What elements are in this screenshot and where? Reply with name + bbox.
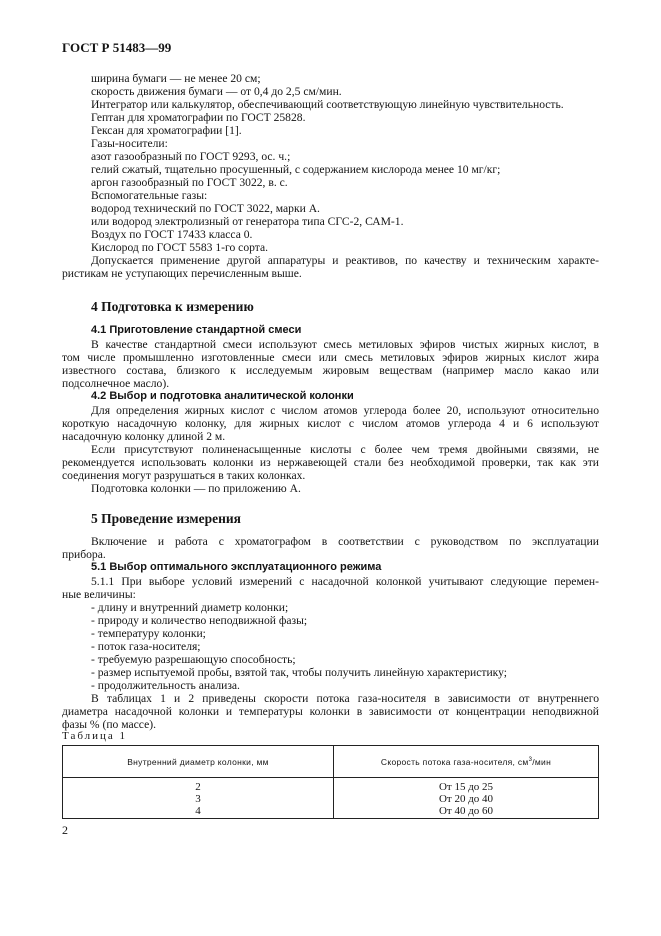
cell-value: От 20 до 40: [438, 793, 494, 805]
paragraph-line: ные величины:: [62, 588, 136, 601]
paragraph-line: 5.1.1 При выборе условий измерений с насадочной колонкой учитывают следующие перемен-: [91, 575, 599, 588]
table-1: [62, 745, 599, 819]
table-header-cell: Внутренний диаметр колонки, мм: [63, 746, 334, 778]
cell-value: 4: [195, 805, 201, 817]
intro-paragraph-line: ристикам не уступающих перечисленным выше.: [62, 267, 302, 280]
section-4-title: 4 Подготовка к измерению: [91, 299, 254, 314]
paragraph-line: Подготовка колонки — по приложению А.: [91, 482, 301, 495]
paragraph-line: короткую насадочную колонку, для жирных кислот с числом атомов углерода 4 и 6 используют: [62, 417, 599, 430]
paragraph-line: В качестве стандартной смеси используют смесь метиловых эфиров чистых жирных кислот, в: [91, 338, 599, 351]
table-cell: [334, 778, 599, 819]
document-header: ГОСТ Р 51483—99: [62, 40, 172, 55]
table-row: [63, 778, 599, 819]
list-item: - природу и количество неподвижной фазы;: [91, 614, 308, 627]
table-caption: Таблица 1: [62, 730, 128, 742]
cell-value: 3: [195, 793, 201, 805]
list-item: - продолжительность анализа.: [91, 679, 240, 692]
intro-line: Кислород по ГОСТ 5583 1-го сорта.: [91, 241, 269, 254]
intro-line: Гексан для хроматографии [1].: [91, 124, 242, 137]
cell-value: От 15 до 25: [438, 781, 494, 793]
paragraph-line: фазы % (по массе).: [62, 718, 156, 731]
table-header-cell: [334, 746, 599, 778]
list-item: - температуру колонки;: [91, 627, 206, 640]
intro-line: гелий сжатый, тщательно просушенный, с содержанием кислорода менее 10 мг/кг;: [91, 163, 501, 176]
intro-line: Воздух по ГОСТ 17433 класса 0.: [91, 228, 253, 241]
paragraph-line: соединения могут разрушаться в таких колонках.: [62, 469, 306, 482]
intro-line: Вспомогательные газы:: [91, 189, 208, 202]
paragraph-line: подсолнечное масло).: [62, 377, 170, 390]
section-4-2-title: 4.2 Выбор и подготовка аналитической колонки: [91, 390, 354, 402]
paragraph-line: Для определения жирных кислот с числом атомов углерода более 20, используют относительно: [91, 404, 599, 417]
paragraph-line: том числе промышленно изготовленные смеси или смесь метиловых эфиров жирных кислот жира: [62, 351, 599, 364]
list-item: - размер испытуемой пробы, взятой так, чтобы получить линейную характеристику;: [91, 666, 507, 679]
paragraph-line: В таблицах 1 и 2 приведены скорости потока газа-носителя в зависимости от внутреннего: [91, 692, 599, 705]
table-header-row: [63, 746, 599, 778]
paragraph-line: диаметра насадочной колонки и температуры колонки в зависимости от концентрации неподвижной: [62, 705, 599, 718]
list-item: - требуемую разрешающую способность;: [91, 653, 296, 666]
intro-line: скорость движения бумаги — от 0,4 до 2,5 см/мин.: [91, 85, 342, 98]
paragraph-line: прибора.: [62, 548, 106, 561]
intro-line: Гептан для хроматографии по ГОСТ 25828.: [91, 111, 306, 124]
section-5-1-title: 5.1 Выбор оптимального эксплуатационного режима: [91, 561, 382, 573]
section-5-title: 5 Проведение измерения: [91, 511, 241, 526]
intro-line: ширина бумаги — не менее 20 см;: [91, 72, 261, 85]
cell-value: От 40 до 60: [438, 805, 494, 817]
list-item: - длину и внутренний диаметр колонки;: [91, 601, 289, 614]
section-4-1-title: 4.1 Приготовление стандартной смеси: [91, 324, 302, 336]
header-text: Скорость потока газа-носителя, см: [380, 756, 529, 767]
header-superscript: 3: [528, 756, 533, 763]
page-number: 2: [62, 823, 68, 837]
paragraph-line: насадочную колонку длиной 2 м.: [62, 430, 226, 443]
intro-paragraph-line: Допускается применение другой аппаратуры и реактивов, по качеству и техническим характе-: [91, 254, 599, 267]
paragraph-line: Если присутствуют полиненасыщенные кислоты с более чем тремя двойными связями, не: [91, 443, 599, 456]
intro-line: азот газообразный по ГОСТ 9293, ос. ч.;: [91, 150, 291, 163]
table-cell: [63, 778, 334, 819]
paragraph-line: известного состава, близкого к исследуемым жировым веществам (например масло какао или: [62, 364, 599, 377]
intro-line: или водород электролизный от генератора типа СГС-2, САМ-1.: [91, 215, 404, 228]
intro-line: Газы-носители:: [91, 137, 168, 150]
intro-line: аргон газообразный по ГОСТ 3022, в. с.: [91, 176, 288, 189]
paragraph-line: рекомендуется использовать колонки из нержавеющей стали без необходимой проверки, так как эти: [62, 456, 599, 469]
intro-line: водород технический по ГОСТ 3022, марки А.: [91, 202, 320, 215]
list-item: - поток газа-носителя;: [91, 640, 201, 653]
paragraph-line: Включение и работа с хроматографом в соответствии с руководством по эксплуатации: [91, 535, 599, 548]
cell-value: 2: [195, 781, 201, 793]
intro-line: Интегратор или калькулятор, обеспечивающий соответствующую линейную чувствительность.: [91, 98, 564, 111]
header-text: /мин: [532, 756, 552, 767]
